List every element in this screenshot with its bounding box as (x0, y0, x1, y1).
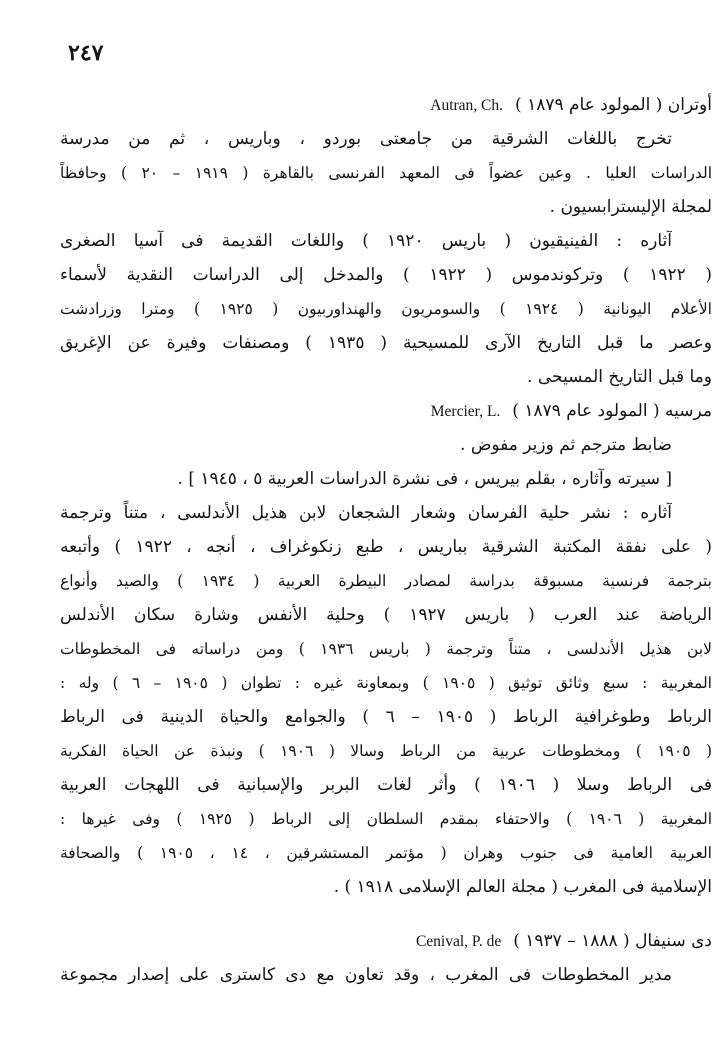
text-line: الدراسات العليا . وعين عضواً فى المعهد الفرنسى بالقاهرة ( ١٩١٩ – ٢٠ ) وحافظاً (60, 164, 712, 182)
text-line: العربية العامية فى جنوب وهران ( مؤتمر المستشرقين ، ١٤ ، ١٩٠٥ ) والصحافة (60, 844, 712, 862)
entry-heading-arabic: مرسيه ( المولود عام ١٨٧٩ ) (512, 401, 712, 421)
text-line: آثاره : الفينيقيون ( باريس ١٩٢٠ ) واللغات القديمة فى آسيا الصغرى (60, 231, 672, 251)
text-line: آثاره : نشر حلية الفرسان وشعار الشجعان لابن هذيل الأندلسى ، متناً وترجمة (60, 503, 672, 523)
entry-heading-arabic: أوتران ( المولود عام ١٨٧٩ ) (515, 95, 712, 115)
text-line: فى الرباط وسلا ( ١٩٠٦ ) وأثر لغات البربر والإسبانية فى اللهجات العربية (60, 775, 712, 795)
text-line: ( ١٩٢٢ ) وتركوندموس ( ١٩٢٢ ) والمدخل إلى الدراسات النقدية لأسماء (60, 265, 712, 285)
entry-heading-autran (60, 90, 712, 120)
text-line: ( على نفقة المكتبة الشرقية بباريس ، طبع زنكوغراف ، أنجه ، ١٩٢٢ ) وأتبعه (60, 537, 712, 557)
text-line: الإسلامية فى المغرب ( مجلة العالم الإسلامى ١٩١٨ ) . (333, 877, 712, 897)
text-line: تخرج باللغات الشرقية من جامعتى بوردو ، وباريس ، ثم من مدرسة (60, 129, 672, 149)
entry-heading-cenival (60, 926, 712, 956)
text-line: [ سيرته وآثاره ، بقلم بيريس ، فى نشرة الدراسات العربية ٥ ، ١٩٤٥ ] . (177, 469, 672, 489)
text-line: الرباط وطوغرافية الرباط ( ١٩٠٥ – ٦ ) والجوامع والحياة الدينية فى الرباط (60, 707, 712, 727)
text-line: المغربية : سبع وثائق توثيق ( ١٩٠٥ ) وبمعاونة غيره : تطوان ( ١٩٠٥ – ٦ ) وله : (60, 674, 712, 692)
text-line: بترجمة فرنسية مسبوقة بدراسة لمصادر البيطرة العربية ( ١٩٣٤ ) والصيد وأنواع (60, 572, 712, 590)
text-line: الرياضة عند العرب ( باريس ١٩٢٧ ) وحلية الأنفس وشارة سكان الأندلس (60, 605, 712, 625)
text-line: ( ١٩٠٥ ) ومخطوطات عربية من الرباط وسالا ( ١٩٠٦ ) ونبذة عن الحياة الفكرية (60, 742, 712, 760)
entry-heading-latin: Mercier, L. (430, 403, 501, 420)
entry-heading-mercier (60, 396, 712, 426)
entry-heading-latin: Autran, Ch. (430, 97, 504, 114)
text-line: ضابط مترجم ثم وزير مفوض . (460, 435, 672, 455)
text-line: مدير المخطوطات فى المغرب ، وقد تعاون مع دى كاسترى على إصدار مجموعة (60, 965, 672, 985)
text-line: لابن هذيل الأندلسى ، متناً وترجمة ( باريس ١٩٣٦ ) ومن دراساته فى المخطوطات (60, 640, 712, 658)
text-line: المغربية ( ١٩٠٦ ) والاحتفاء بمقدم السلطان إلى الرباط ( ١٩٢٥ ) وفى غيرها : (60, 810, 712, 828)
page-number: ٢٤٧ (68, 40, 104, 66)
entry-heading-latin: Cenival, P. de (415, 933, 502, 950)
entry-heading-arabic: دى سنيفال ( ١٨٨٨ – ١٩٣٧ ) (513, 931, 712, 951)
text-line: لمجلة الإليسترابسيون . (549, 197, 712, 217)
text-line: وما قبل التاريخ المسيحى . (527, 367, 712, 387)
text-line: الأعلام اليونانية ( ١٩٢٤ ) والسومريون والهنداوربيون ( ١٩٢٥ ) ومترا وزرادشت (60, 300, 712, 318)
text-line: وعصر ما قبل التاريخ الآرى للمسيحية ( ١٩٣٥ ) ومصنفات وفيرة عن الإغريق (60, 333, 712, 353)
